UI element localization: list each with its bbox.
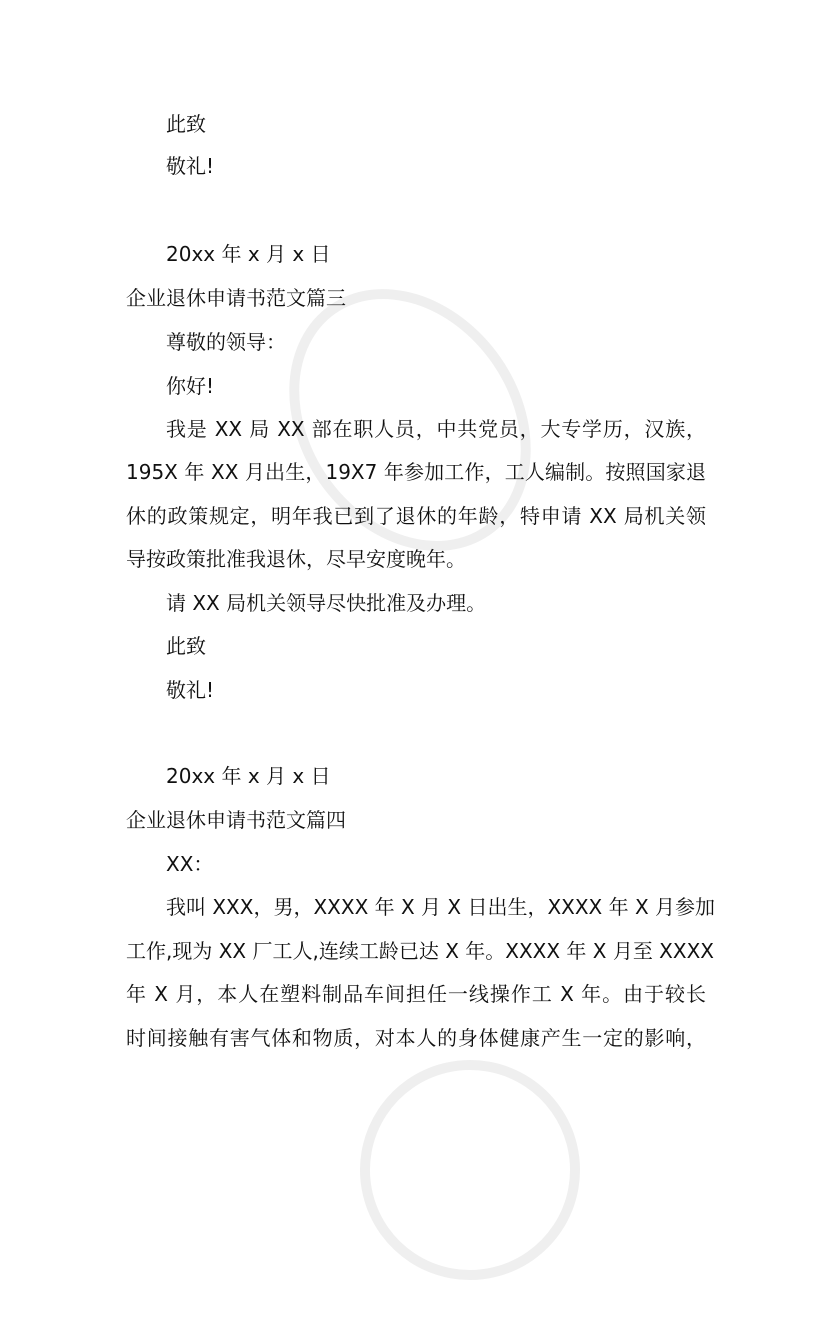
request-line: 请 XX 局机关领导尽快批准及办理。 — [166, 591, 487, 615]
greeting: 你好! — [166, 374, 215, 398]
watermark-ring-shape-bottom — [317, 1017, 623, 1323]
body-line: 时间接触有害气体和物质，对本人的身体健康产生一定的影响， — [126, 1026, 706, 1050]
body-line: 我叫 XXX，男，XXXX 年 X 月 X 日出生，XXXX 年 X 月参加 — [166, 895, 716, 919]
closing-regards: 此致 — [166, 112, 206, 136]
letter-date: 20xx 年 x 月 x 日 — [166, 764, 331, 788]
salutation: 尊敬的领导： — [166, 330, 286, 354]
closing-salute: 敬礼! — [166, 678, 215, 702]
body-line: 工作,现为 XX 厂工人,连续工龄已达 X 年。XXXX 年 X 月至 XXXX — [126, 939, 714, 963]
salutation: XX： — [166, 852, 214, 876]
section-title: 企业退休申请书范文篇四 — [126, 808, 346, 832]
body-line: 年 X 月，本人在塑料制品车间担任一线操作工 X 年。由于较长 — [126, 982, 706, 1006]
body-line: 我是 XX 局 XX 部在职人员，中共党员，大专学历，汉族， — [166, 417, 706, 441]
closing-salute: 敬礼! — [166, 154, 215, 178]
body-line: 195X 年 XX 月出生，19X7 年参加工作，工人编制。按照国家退 — [126, 460, 706, 484]
body-line: 导按政策批准我退休，尽早安度晚年。 — [126, 547, 466, 571]
body-line: 休的政策规定，明年我已到了退休的年龄，特申请 XX 局机关领 — [126, 504, 706, 528]
section-title: 企业退休申请书范文篇三 — [126, 286, 346, 310]
closing-regards: 此致 — [166, 634, 206, 658]
letter-date: 20xx 年 x 月 x 日 — [166, 242, 331, 266]
